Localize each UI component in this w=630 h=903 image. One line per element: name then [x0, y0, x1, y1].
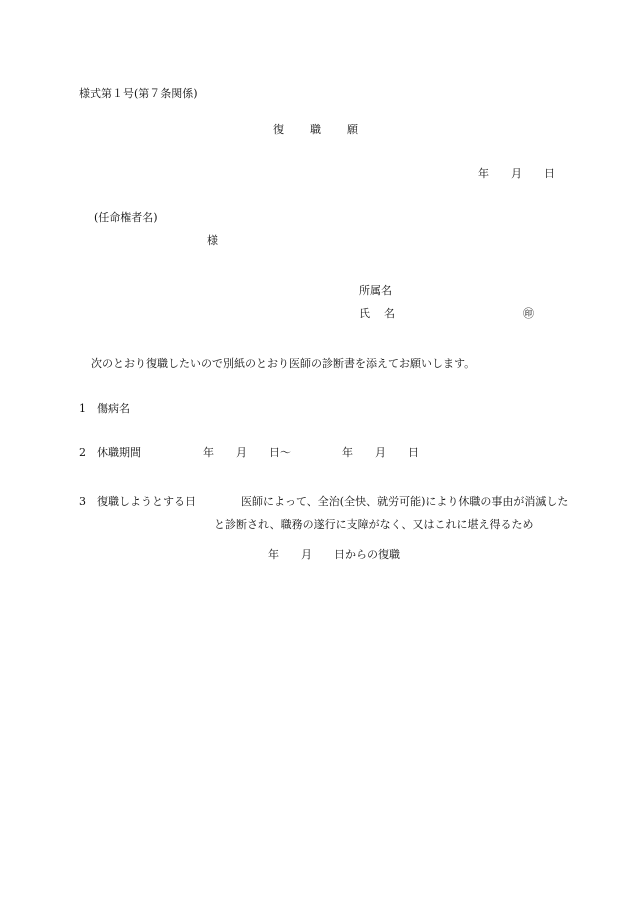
addressee-honorific: 様	[207, 234, 218, 247]
title-char-2: 職	[310, 123, 321, 136]
return-date-line	[268, 549, 400, 560]
return-day-label: 日からの復職	[334, 548, 400, 561]
form-number: 様式第１号(第７条関係)	[79, 87, 198, 100]
name-label-char-2: 名	[384, 307, 395, 320]
affiliation-label: 所属名	[359, 284, 392, 297]
item-2	[79, 447, 141, 458]
to-day-label: 日	[408, 446, 419, 459]
item-2-label: 休職期間	[97, 446, 141, 459]
item-3	[79, 496, 196, 507]
name-label	[359, 308, 395, 319]
item-1-number: 1	[79, 402, 86, 415]
date-year-label: 年	[478, 167, 489, 180]
to-month-label: 月	[375, 446, 386, 459]
return-month-label: 月	[301, 548, 312, 561]
leave-period-from	[203, 447, 291, 458]
item-3-reason-line-2: と診断され、職務の遂行に支障がなく、又はこれに堪え得るため	[214, 518, 534, 531]
seal-mark: ㊞	[523, 307, 534, 320]
to-year-label: 年	[342, 446, 353, 459]
body-text: 次のとおり復職したいので別紙のとおり医師の診断書を添えてお願いします。	[91, 357, 476, 370]
from-month-label: 月	[236, 446, 247, 459]
leave-period-to	[342, 447, 419, 458]
date-day-label: 日	[544, 167, 555, 180]
item-1	[79, 403, 130, 414]
title-char-1: 復	[273, 123, 284, 136]
name-label-char-1: 氏	[359, 307, 370, 320]
item-1-label: 傷病名	[97, 402, 130, 415]
date-line	[478, 168, 555, 179]
item-2-number: 2	[79, 446, 86, 459]
from-day-label: 日～	[269, 446, 291, 459]
date-month-label: 月	[511, 167, 522, 180]
item-3-label: 復職しようとする日	[97, 495, 196, 508]
from-year-label: 年	[203, 446, 214, 459]
return-year-label: 年	[268, 548, 279, 561]
item-3-number: 3	[79, 495, 86, 508]
title-char-3: 願	[347, 123, 358, 136]
appointing-authority-label: (任命権者名)	[94, 211, 158, 224]
document-title	[273, 124, 358, 135]
item-3-reason-line-1: 医師によって、全治(全快、就労可能)により休職の事由が消滅した	[241, 495, 569, 508]
